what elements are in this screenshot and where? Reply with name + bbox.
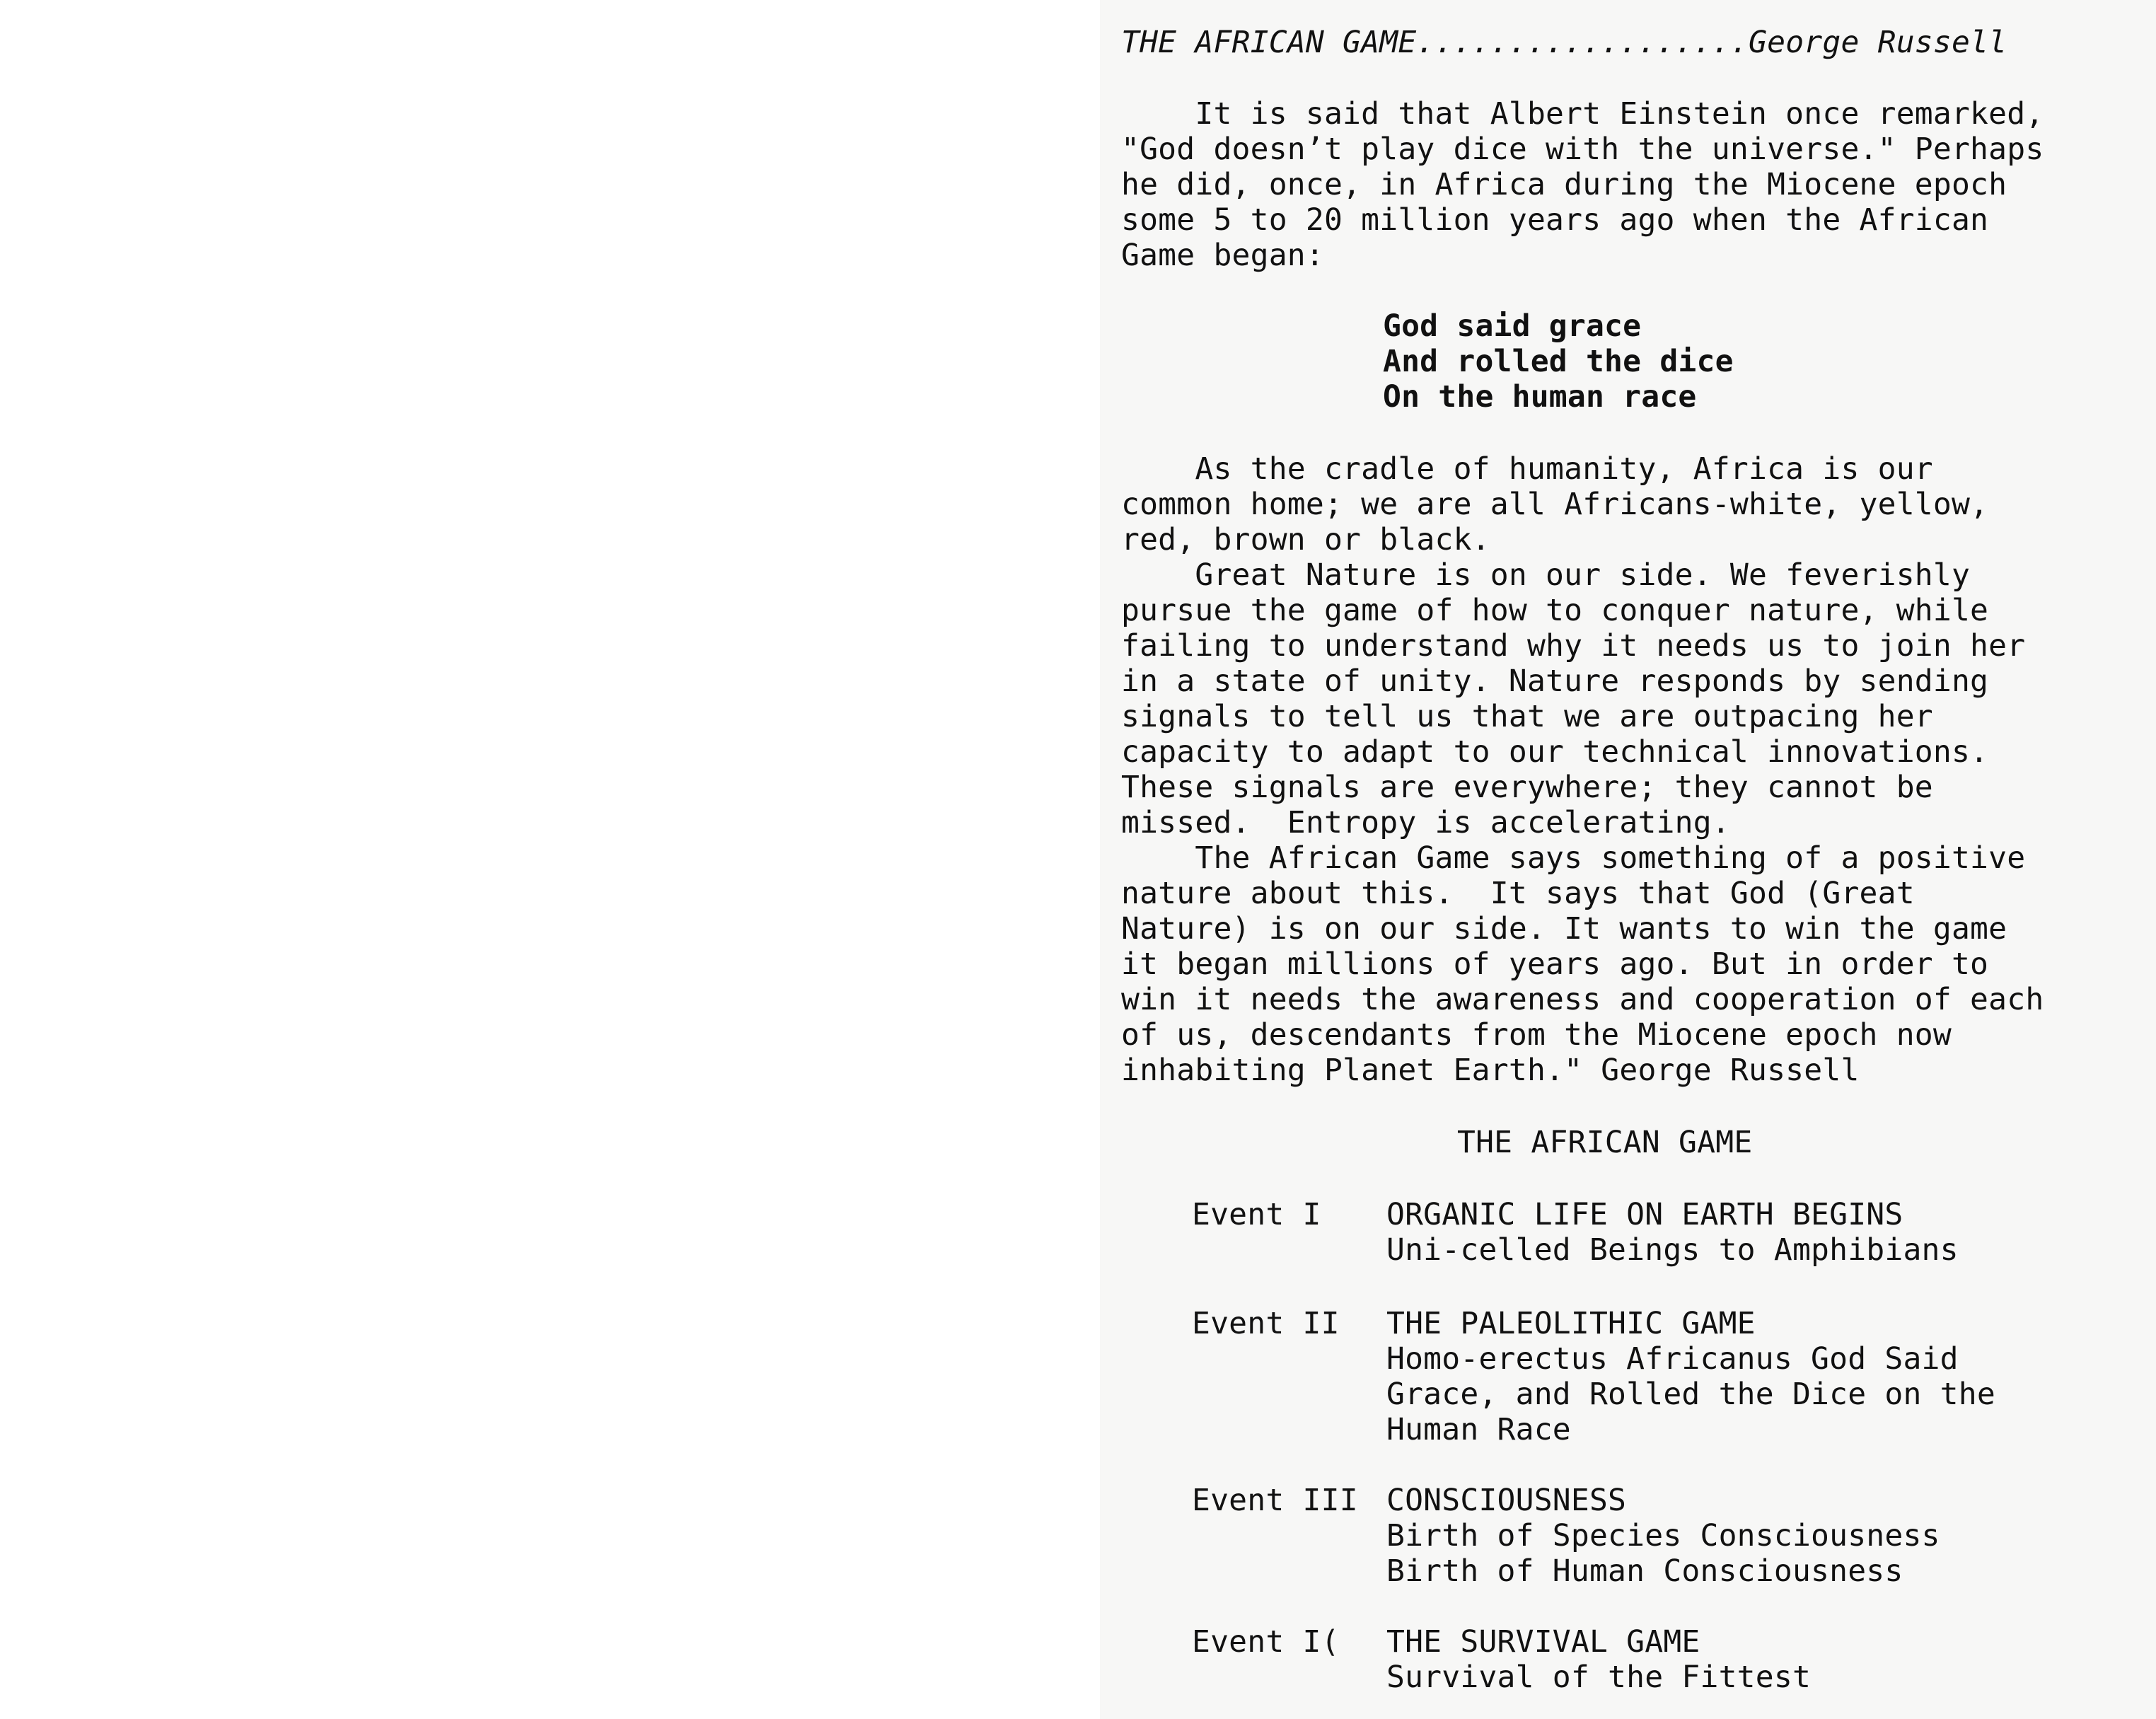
event-line: THE SURVIVAL GAME <box>1386 1624 1700 1660</box>
event-label: Event II <box>1192 1306 1340 1341</box>
event-line: CONSCIOUSNESS <box>1386 1483 1627 1518</box>
section-title: THE AFRICAN GAME <box>1457 1125 1753 1160</box>
intro-line: Game began: <box>1121 238 1324 273</box>
event-line: Uni-celled Beings to Amphibians <box>1386 1232 1959 1268</box>
body-line: Great Nature is on our side. We feverishly <box>1121 557 1971 593</box>
event-line: Grace, and Rolled the Dice on the <box>1386 1377 1995 1412</box>
body-line: Nature) is on our side. It wants to win the game <box>1121 911 2007 947</box>
verse-line: God said grace <box>1383 308 1642 344</box>
event-label: Event I <box>1192 1197 1321 1232</box>
body-line: in a state of unity. Nature responds by sending <box>1121 664 1989 699</box>
body-line: of us, descendants from the Miocene epoch now <box>1121 1017 1952 1053</box>
event-line: Homo-erectus Africanus God Said <box>1386 1341 1959 1377</box>
event-label: Event I( <box>1192 1624 1340 1660</box>
header-author: George Russell <box>1749 25 2007 60</box>
body-line: These signals are everywhere; they cannot be <box>1121 770 1933 805</box>
body-line: common home; we are all Africans-white, yellow, <box>1121 487 1989 522</box>
event-line: Birth of Human Consciousness <box>1386 1553 1903 1589</box>
body-line: capacity to adapt to our technical innovations. <box>1121 734 1989 770</box>
body-line: signals to tell us that we are outpacing her <box>1121 699 1933 734</box>
event-line: Birth of Species Consciousness <box>1386 1518 1940 1553</box>
body-line: missed. Entropy is accelerating. <box>1121 805 1730 840</box>
body-line: inhabiting Planet Earth." George Russell <box>1121 1053 1860 1088</box>
verse-line: On the human race <box>1383 379 1697 415</box>
body-line: nature about this. It says that God (Great <box>1121 876 1915 911</box>
body-line: As the cradle of humanity, Africa is our <box>1121 451 1933 487</box>
event-line: THE PALEOLITHIC GAME <box>1386 1306 1756 1341</box>
event-line: Survival of the Fittest <box>1386 1660 1812 1695</box>
header-title: THE AFRICAN GAME <box>1121 25 1417 60</box>
verse-line: And rolled the dice <box>1383 344 1734 379</box>
body-line: The African Game says something of a positive <box>1121 840 2026 876</box>
document-header <box>1121 25 2007 60</box>
body-line: red, brown or black. <box>1121 522 1490 557</box>
body-line: pursue the game of how to conquer nature, while <box>1121 593 1989 628</box>
body-line: failing to understand why it needs us to join her <box>1121 628 2026 664</box>
event-line: Human Race <box>1386 1412 1571 1447</box>
body-line: win it needs the awareness and cooperation of each <box>1121 982 2044 1017</box>
intro-line: he did, once, in Africa during the Miocene epoch <box>1121 167 2007 202</box>
event-line: ORGANIC LIFE ON EARTH BEGINS <box>1386 1197 1903 1232</box>
body-line: it began millions of years ago. But in order to <box>1121 947 1989 982</box>
intro-line: "God doesn’t play dice with the universe." Perhaps <box>1121 132 2044 167</box>
event-label: Event III <box>1192 1483 1358 1518</box>
intro-line: It is said that Albert Einstein once remarked, <box>1121 96 2044 132</box>
header-leader: .................. <box>1416 25 1749 60</box>
intro-line: some 5 to 20 million years ago when the African <box>1121 202 1989 238</box>
